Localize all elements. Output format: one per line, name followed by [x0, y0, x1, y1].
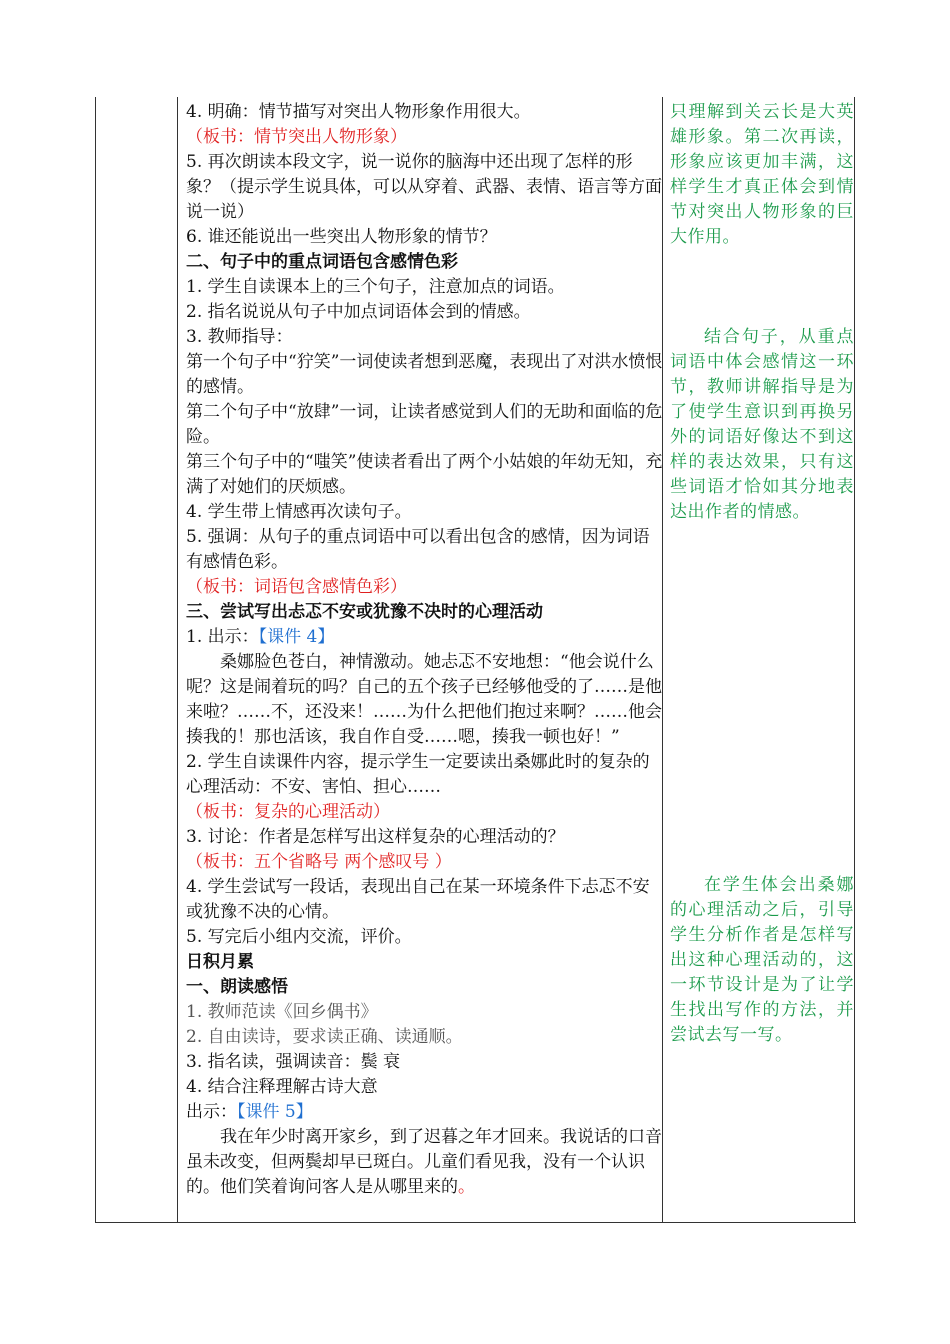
- step-text: 4. 学生尝试写一段话，表现出自己在某一环境条件下忐忑不安或犹豫不决的心情。: [186, 877, 650, 922]
- step-text: 1. 教师范读《回乡偶书》: [186, 1002, 378, 1022]
- board-note: （板书：五个省略号 两个感叹号 ）: [186, 852, 452, 872]
- step-label: 出示：: [186, 1102, 237, 1122]
- sub-heading: 一、朗读感悟: [186, 977, 288, 997]
- lesson-steps-column: [186, 100, 664, 1200]
- step-text: 5. 再次朗读本段文字，说一说你的脑海中还出现了怎样的形象？（提示学生说具体，可以从穿着、武器、表情、语言等方面说一说）: [186, 152, 662, 222]
- board-note: （板书：情节突出人物形象）: [186, 127, 407, 147]
- step-text: 第二个句子中“放肆”一词，让读者感觉到人们的无助和面临的危险。: [186, 402, 663, 447]
- step-text: 6. 谁还能说出一些突出人物形象的情节？: [186, 227, 497, 247]
- board-note: （板书：词语包含感情色彩）: [186, 577, 407, 597]
- table-border-right: [854, 97, 855, 1223]
- courseware-link[interactable]: 【课件 4】: [258, 627, 335, 647]
- step-text: 2. 指名说说从句子中加点词语体会到的情感。: [186, 302, 531, 322]
- translation-end-mark: 。: [458, 1177, 475, 1197]
- translation-text: 我在年少时离开家乡，到了迟暮之年才回来。我说话的口音虽未改变，但两鬓却早已斑白。儿童们看见我，没有一个认识的。他们笑着询问客人是从哪里来的: [186, 1127, 662, 1197]
- step-label: 1. 出示：: [186, 627, 259, 647]
- step-text: 3. 教师指导：: [186, 327, 293, 347]
- step-text: 第一个句子中“狞笑”一词使读者想到恶魔，表现出了对洪水愤恨的感情。: [186, 352, 663, 397]
- design-note-2: 结合句子，从重点词语中体会感情这一环节，教师讲解指导是为了使学生意识到再换另外的词语好像达不到这样的表达效果，只有这些词语才恰如其分地表达出作者的情感。: [670, 327, 854, 522]
- step-text: 第三个句子中的“嗤笑”使读者看出了两个小姑娘的年幼无知，充满了对她们的厌烦感。: [186, 452, 663, 497]
- step-text: 3. 讨论：作者是怎样写出这样复杂的心理活动的？: [186, 827, 565, 847]
- step-text: 4. 结合注释理解古诗大意: [186, 1077, 378, 1097]
- quoted-passage: 桑娜脸色苍白，神情激动。她忐忑不安地想：“他会说什么呢？这是闹着玩的吗？自己的五个孩子已经够他受的了……是他来啦？……不，还没来！……为什么把他们抱过来啊？……他会揍我的！那也活该，我自作自受……嗯，揍我一顿也好！”: [186, 652, 662, 747]
- step-text: [186, 1100, 664, 1125]
- step-text: [186, 625, 664, 650]
- step-text: 5. 写完后小组内交流，评价。: [186, 927, 412, 947]
- step-text: 2. 自由读诗，要求读正确、读通顺。: [186, 1027, 463, 1047]
- step-text: 5. 强调：从句子的重点词语中可以看出包含的感情，因为词语有感情色彩。: [186, 527, 650, 572]
- board-note: （板书：复杂的心理活动）: [186, 802, 390, 822]
- courseware-link[interactable]: 【课件 5】: [237, 1102, 313, 1122]
- step-text: 4. 学生带上情感再次读句子。: [186, 502, 412, 522]
- design-note-3: 在学生体会出桑娜的心理活动之后，引导学生分析作者是怎样写出这种心理活动的，这一环节设计是为了让学生找出写作的方法，并尝试去写一写。: [670, 875, 854, 1045]
- section-heading: 二、句子中的重点词语包含感情色彩: [186, 252, 458, 272]
- step-text: 4. 明确：情节描写对突出人物形象作用很大。: [186, 102, 531, 122]
- design-note-1: 只理解到关云长是大英雄形象。第二次再读，形象应该更加丰满，这样学生才真正体会到情节对突出人物形象的巨大作用。: [670, 102, 854, 247]
- table-border-left: [95, 97, 96, 1223]
- step-text: 2. 学生自读课件内容，提示学生一定要读出桑娜此时的复杂的心理活动：不安、害怕、担心……: [186, 752, 650, 797]
- poem-translation: [186, 1125, 664, 1200]
- step-text: 3. 指名读，强调读音：鬓 衰: [186, 1052, 401, 1072]
- section-heading: 三、尝试写出忐忑不安或犹豫不决时的心理活动: [186, 602, 543, 622]
- table-bottom-border: [95, 1222, 856, 1223]
- section-heading: 日积月累: [186, 952, 254, 972]
- step-text: 1. 学生自读课本上的三个句子，注意加点的词语。: [186, 277, 565, 297]
- table-divider-1: [177, 97, 178, 1223]
